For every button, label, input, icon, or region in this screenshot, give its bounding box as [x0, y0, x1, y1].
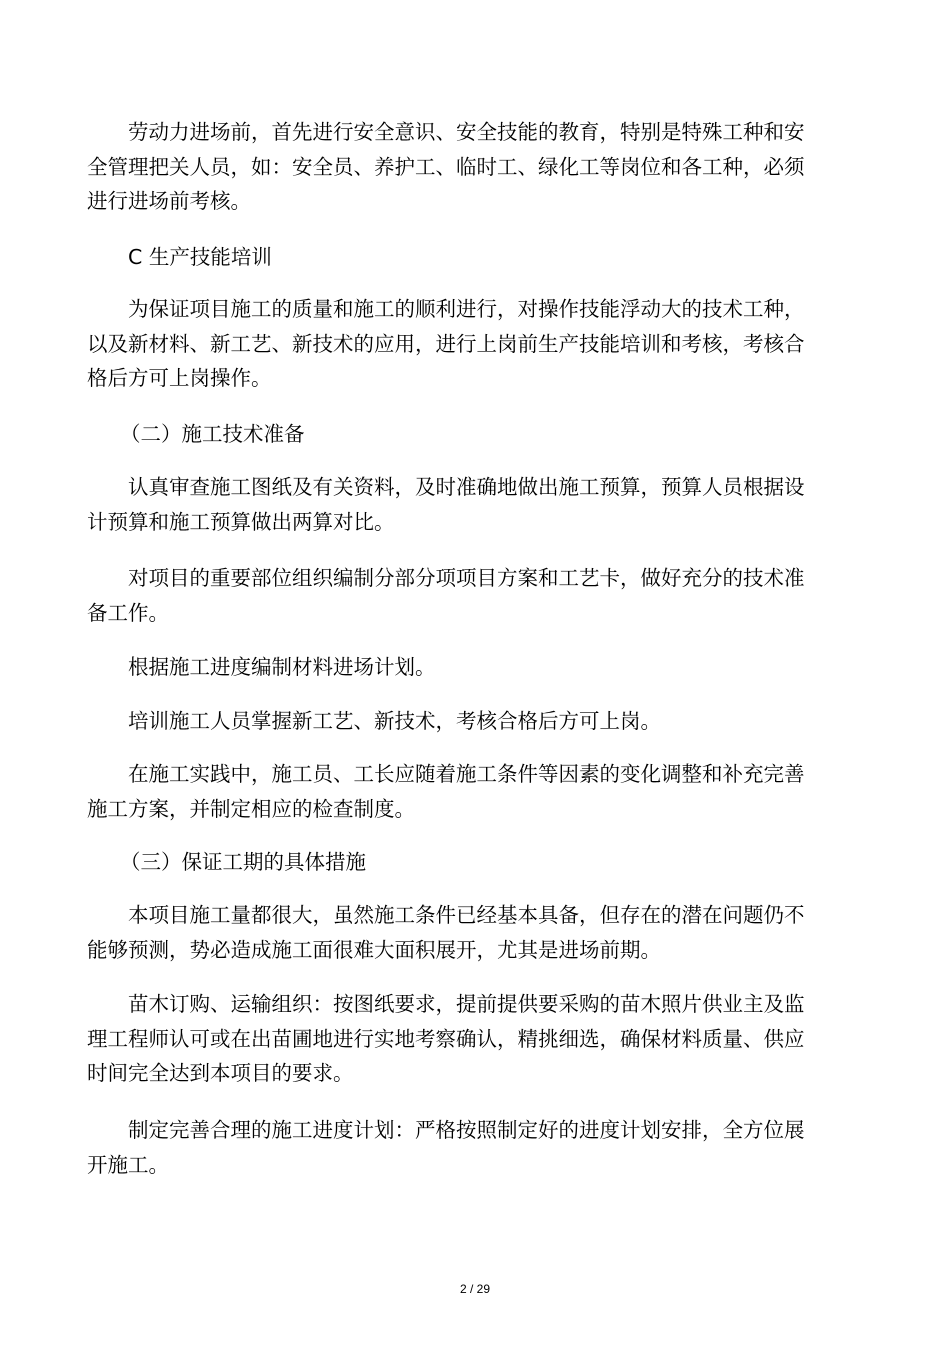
paragraph-schedule-plan: 制定完善合理的施工进度计划：严格按照制定好的进度计划安排，全方位展开施工。 — [87, 1118, 805, 1177]
heading-schedule-measures: （三）保证工期的具体措施 — [120, 850, 366, 874]
paragraph-review-drawings: 认真审查施工图纸及有关资料，及时准确地做出施工预算，预算人员根据设计预算和施工预算做出两算对比。 — [87, 475, 805, 534]
paragraph-skill-training: 为保证项目施工的质量和施工的顺利进行，对操作技能浮动大的技术工种，以及新材料、新工艺、新技术的应用，进行上岗前生产技能培训和考核，考核合格后方可上岗操作。 — [87, 297, 805, 390]
heading-production-skill-training: C 生产技能培训 — [128, 245, 272, 269]
paragraph-seedling-procurement: 苗木订购、运输组织：按图纸要求，提前提供要采购的苗木照片供业主及监理工程师认可或在出苗圃地进行实地考察确认，精挑细选，确保材料质量、供应时间完全达到本项目的要求。 — [87, 992, 805, 1085]
paragraph-construction-practice: 在施工实践中，施工员、工长应随着施工条件等因素的变化调整和补充完善施工方案，并制定相应的检查制度。 — [87, 762, 805, 821]
paragraph-material-plan: 根据施工进度编制材料进场计划。 — [128, 655, 436, 679]
paragraph-key-parts-plan: 对项目的重要部位组织编制分部分项项目方案和工艺卡，做好充分的技术准备工作。 — [87, 566, 805, 625]
paragraph-train-staff: 培训施工人员掌握新工艺、新技术，考核合格后方可上岗。 — [128, 709, 661, 733]
paragraph-labor-safety: 劳动力进场前，首先进行安全意识、安全技能的教育，特别是特殊工种和安全管理把关人员，如：安全员、养护工、临时工、绿化工等岗位和各工种，必须进行进场前考核。 — [87, 120, 805, 213]
heading-technical-preparation: （二）施工技术准备 — [120, 422, 305, 446]
paragraph-workload: 本项目施工量都很大，虽然施工条件已经基本具备，但存在的潜在问题仍不能够预测，势必造成施工面很难大面积展开，尤其是进场前期。 — [87, 903, 805, 962]
page-number: 2 / 29 — [459, 1282, 491, 1296]
